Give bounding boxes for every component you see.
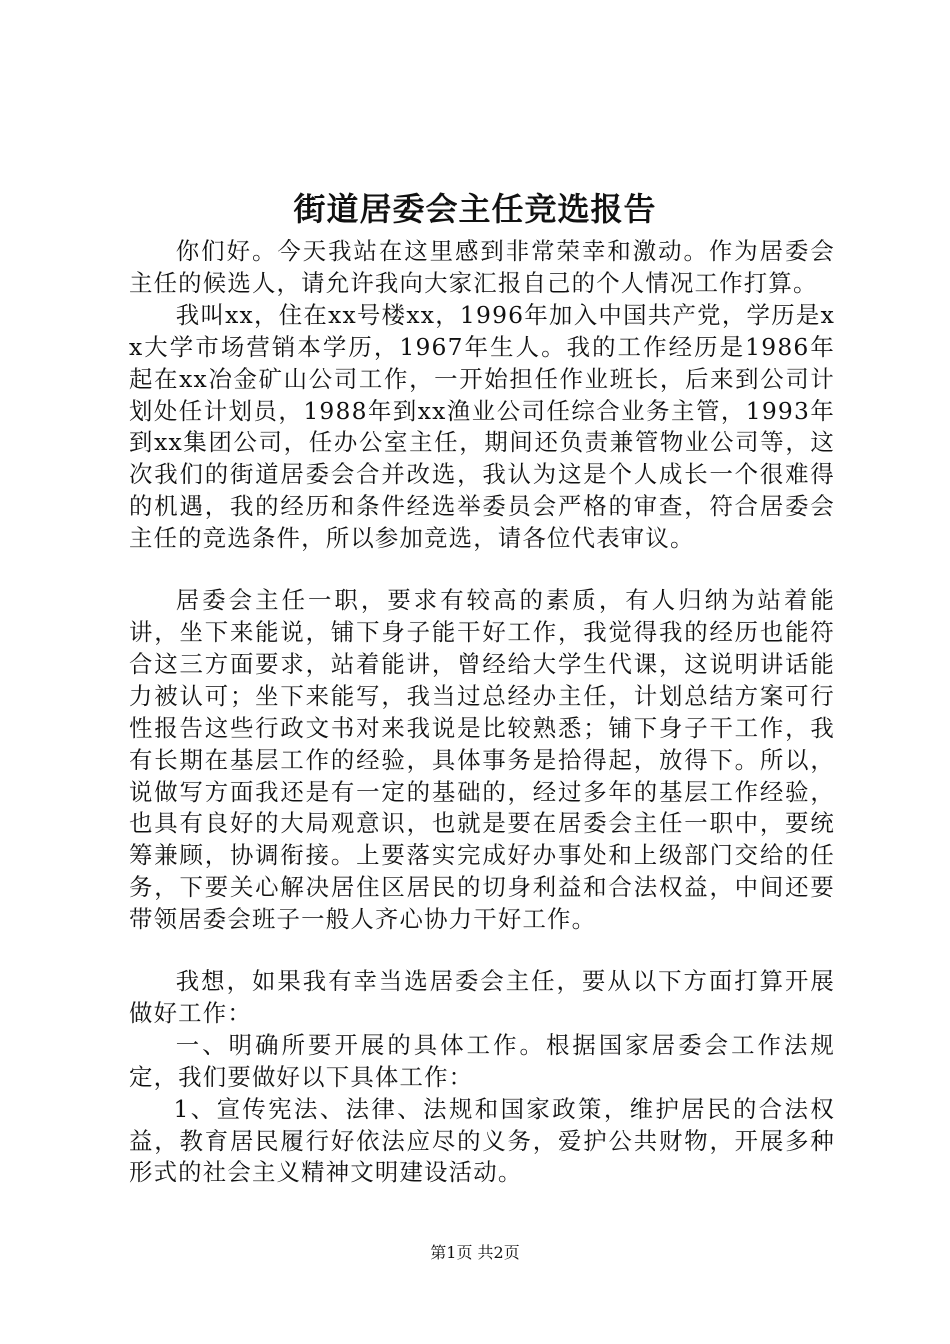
- paragraph-item-one: 1、宣传宪法、法律、法规和国家政策，维护居民的合法权益，教育居民履行好依法应尽的义务，爱护公共财物，开展多种形式的社会主义精神文明建设活动。: [129, 1094, 835, 1187]
- paragraph-gap: [129, 936, 835, 966]
- paragraph-plan-intro: 我想，如果我有幸当选居委会主任，要从以下方面打算开展做好工作：: [129, 967, 835, 1027]
- page-number-footer: 第1页 共2页: [430, 1243, 520, 1262]
- paragraph-background: 我叫xx，住在xx号楼xx，1996年加入中国共产党，学历是xx大学市场营销本学历，1967年生人。我的工作经历是1986年起在xx冶金矿山公司工作，一开始担任作业班长，后来到公司计划处任计划员，1988年到xx渔业公司任综合业务主管，1993年到xx集团公司，任办公室主任，期间还负责兼管物业公司等，这次我们的街道居委会合并改选，我认为这是个人成长一个很难得的机遇，我的经历和条件经选举委员会严格的审查，符合居委会主任的竞选条件，所以参加竞选，请各位代表审议。: [129, 300, 835, 553]
- paragraph-greeting: 你们好。今天我站在这里感到非常荣幸和激动。作为居委会主任的候选人，请允许我向大家汇报自己的个人情况工作打算。: [129, 237, 835, 297]
- document-body: [129, 236, 835, 1189]
- paragraph-qualifications: 居委会主任一职，要求有较高的素质，有人归纳为站着能讲，坐下来能说，铺下身子能干好工作，我觉得我的经历也能符合这三方面要求，站着能讲，曾经给大学生代课，这说明讲话能力被认可；坐下来能写，我当过总经办主任，计划总结方案可行性报告这些行政文书对来我说是比较熟悉；铺下身子干工作，我有长期在基层工作的经验，具体事务是拾得起，放得下。所以，说做写方面我还是有一定的基础的，经过多年的基层工作经验，也具有良好的大局观意识，也就是要在居委会主任一职中，要统筹兼顾，协调衔接。上要落实完成好办事处和上级部门交给的任务，下要关心解决居住区居民的切身利益和合法权益，中间还要带领居委会班子一般人齐心协力干好工作。: [129, 586, 835, 934]
- document-title: 街道居委会主任竞选报告: [293, 190, 657, 228]
- paragraph-gap: [129, 555, 835, 585]
- paragraph-section-one: 一、明确所要开展的具体工作。根据国家居委会工作法规定，我们要做好以下具体工作：: [129, 1030, 835, 1091]
